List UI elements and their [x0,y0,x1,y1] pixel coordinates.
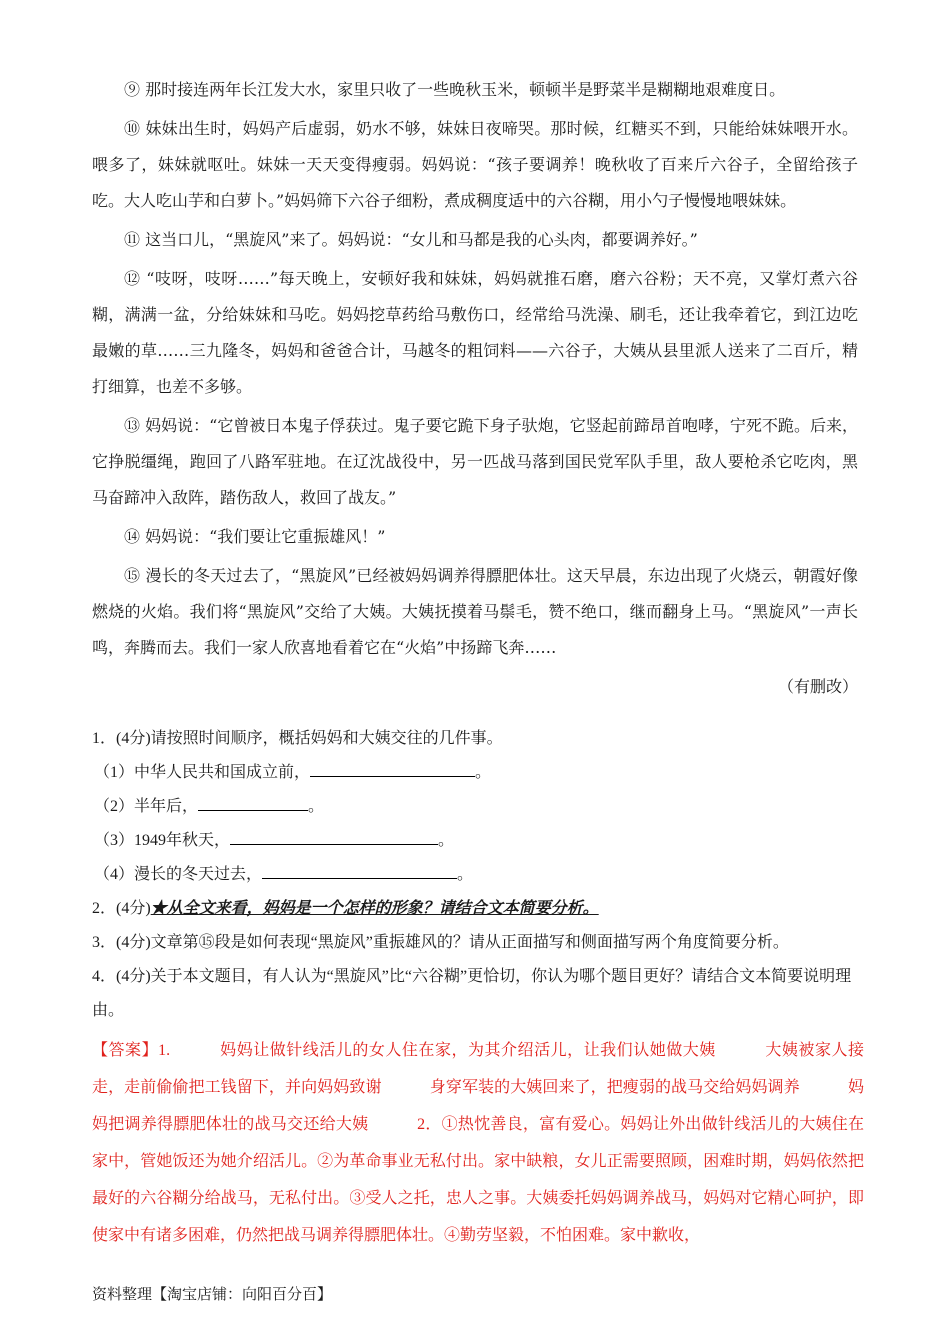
edit-note: （有删改） [777,677,858,696]
question-2-text: ★从全文来看，妈妈是一个怎样的形象？请结合文本简要分析。 [150,900,599,917]
story-paragraph: ⑨ 那时接连两年长江发大水，家里只收了一些晚秋玉米，顿顿半是野菜半是糊糊地艰难度日。 [124,80,786,99]
question-1-item-3 [92,824,864,858]
story-paragraph: ⑬ 妈妈说：“它曾被日本鬼子俘获过。鬼子要它跪下身子驮炮，它竖起前蹄昂首咆哮，宁死不跪。后来，它挣脱缰绳，跑回了八路军驻地。在辽沈战役中，另一匹战马落到国民党军队手里，敌人要枪杀它吃肉，黑马奋蹄冲入敌阵，踏伤敌人，救回了战友。” [92,416,858,507]
story-paragraph: ⑩ 妹妹出生时，妈妈产后虚弱，奶水不够，妹妹日夜啼哭。那时候，红糖买不到，只能给妹妹喂开水。喂多了，妹妹就呕吐。妹妹一天天变得瘦弱。妈妈说：“孩子要调养！晚秋收了百来斤六谷子，全留给孩子吃。大人吃山芋和白萝卜。”妈妈筛下六谷子细粉，煮成稠度适中的六谷糊，用小勺子慢慢地喂妹妹。 [92,119,858,210]
item-label: （1）中华人民共和国成立前， [94,764,311,781]
story-paragraph: ⑭ 妈妈说：“我们要让它重振雄风！” [124,527,386,546]
question-1-item-1 [92,756,864,790]
question-1: 1．(4分)请按照时间顺序，概括妈妈和大姨交往的几件事。 [92,730,503,747]
item-period: 。 [308,798,325,815]
answer-blank [230,826,438,845]
answer-block: 【答案】1. 妈妈让做针线活儿的女人住在家，为其介绍活儿，让我们认她做大姨 大姨被家人接走，走前偷偷把工钱留下，并向妈妈致谢 身穿军装的大姨回来了，把瘦弱的战马交给妈妈调养 妈妈把调养得膘肥体壮的战马交还给大姨 2．①热忱善良，富有爱心。妈妈让外出做针线活儿的大姨住在家中，管她饭还为她介绍活儿。②为革命事业无私付出。家中缺粮，女儿正需要照顾，困难时期，妈妈依然把最好的六谷糊分给战马，无私付出。③受人之托，忠人之事。大姨委托妈妈调养战马，妈妈对它精心呵护，即使家中有诸多困难，仍然把战马调养得膘肥体壮。④勤劳坚毅，不怕困难。家中歉收， [92,1042,864,1244]
item-period: 。 [475,764,492,781]
answer-blank [198,792,308,811]
question-1-item-4 [92,858,864,892]
item-period: 。 [457,866,474,883]
story-text [92,72,858,705]
item-label: （3）1949年秋天， [94,832,231,849]
question-1-item-2 [92,790,864,824]
story-paragraph: ⑪ 这当口儿，“黑旋风”来了。妈妈说：“女儿和马都是我的心头肉，都要调养好。” [124,230,698,249]
questions-section [92,722,864,1254]
question-3: 3．(4分)文章第⑮段是如何表现“黑旋风”重振雄风的？请从正面描写和侧面描写两个角度简要分析。 [92,934,789,951]
answer-blank [262,860,457,879]
question-2-prefix: 2．(4分) [92,900,151,917]
question-2 [92,892,864,926]
answer-blank [310,758,475,777]
story-paragraph: ⑫ “吱呀，吱呀……”每天晚上，安顿好我和妹妹，妈妈就推石磨，磨六谷粉；天不亮，又掌灯煮六谷糊，满满一盆，分给妹妹和马吃。妈妈挖草药给马敷伤口，经常给马洗澡、刷毛，还让我牵着它，到江边吃最嫩的草……三九隆冬，妈妈和爸爸合计，马越冬的粗饲料——六谷子，大姨从县里派人送来了二百斤，精打细算，也差不多够。 [92,269,858,396]
item-label: （4）漫长的冬天过去， [94,866,263,883]
item-label: （2）半年后， [94,798,199,815]
item-period: 。 [438,832,455,849]
story-paragraph: ⑮ 漫长的冬天过去了，“黑旋风”已经被妈妈调养得膘肥体壮。这天早晨，东边出现了火烧云，朝霞好像燃烧的火焰。我们将“黑旋风”交给了大姨。大姨抚摸着马鬃毛，赞不绝口，继而翻身上马。“黑旋风”一声长鸣，奔腾而去。我们一家人欣喜地看着它在“火焰”中扬蹄飞奔…… [92,566,858,657]
footer-source: 资料整理【淘宝店铺：向阳百分百】 [92,1287,333,1303]
question-4: 4．(4分)关于本文题目，有人认为“黑旋风”比“六谷糊”更恰切，你认为哪个题目更好？请结合文本简要说明理由。 [92,968,852,1019]
